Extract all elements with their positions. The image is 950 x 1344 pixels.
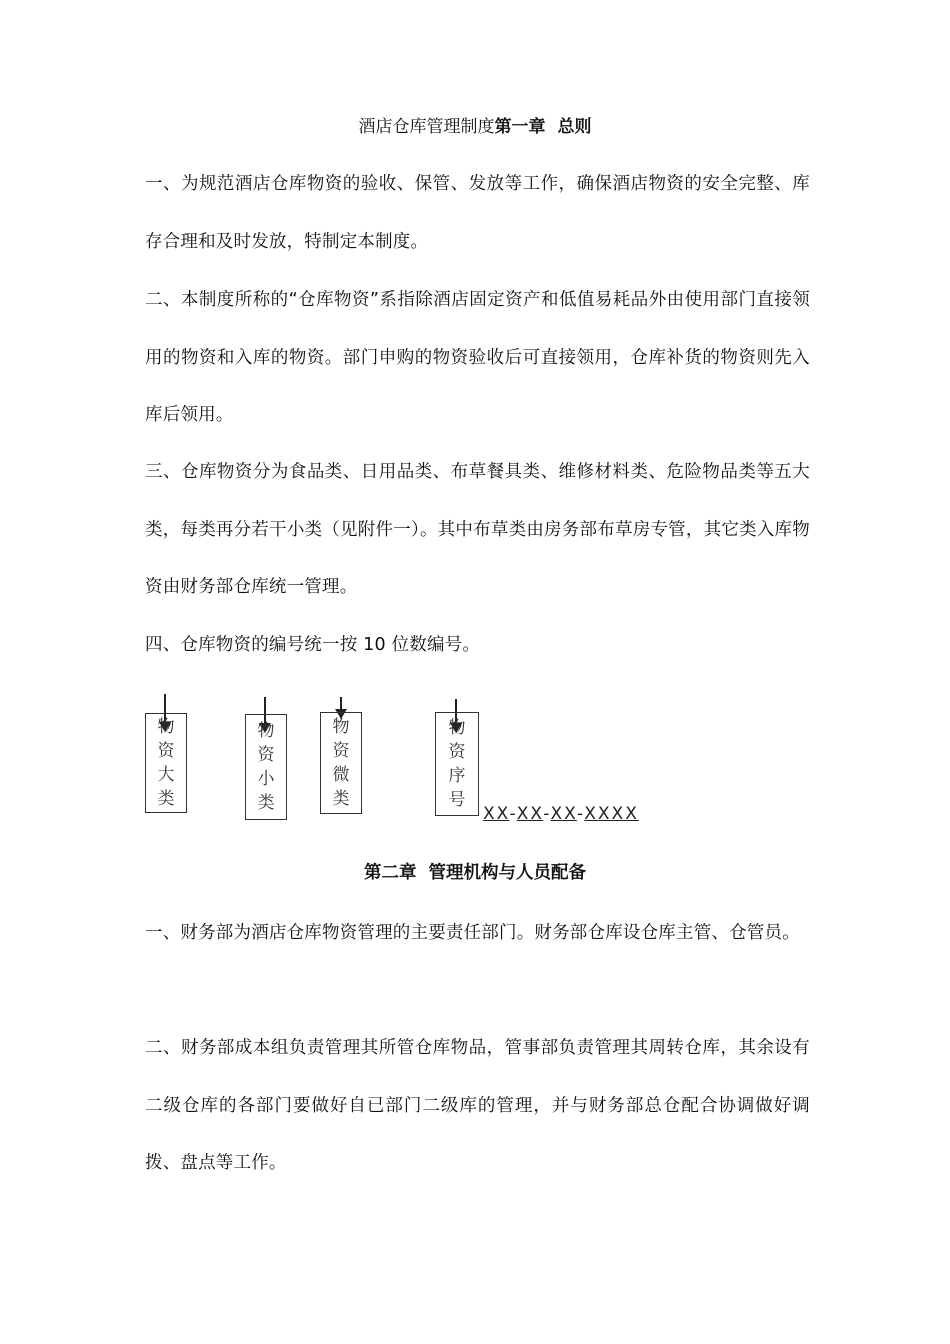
code-segment-4: XXXX: [584, 804, 639, 824]
box-char: 资: [257, 745, 275, 765]
box-char: 物: [448, 718, 466, 738]
box-char: 小: [257, 769, 275, 789]
code-separator: -: [509, 804, 517, 824]
box-char: 资: [448, 742, 466, 762]
code-format: [483, 804, 639, 824]
box-serial-number: [435, 712, 479, 816]
code-separator: -: [543, 804, 551, 824]
code-segment-1: XX: [483, 804, 510, 824]
title-prefix: 酒店仓库管理制度: [358, 117, 495, 137]
box-char: 类: [157, 789, 175, 809]
chapter1-number: 第一章: [494, 117, 546, 137]
box-major-category: [145, 713, 187, 813]
chapter2-number: 第二章: [364, 863, 417, 883]
box-char: 大: [157, 765, 175, 785]
box-micro-category: [320, 712, 362, 814]
box-char: 资: [332, 741, 350, 761]
chapter1-heading: 总则: [557, 117, 592, 137]
chapter1-paragraph-1: 一、为规范酒店仓库物资的验收、保管、发放等工作，确保酒店物资的安全完整、库存合理和及时发放，特制定本制度。: [145, 174, 810, 252]
box-char: 微: [332, 765, 350, 785]
chapter2-title: [0, 860, 950, 886]
box-char: 类: [257, 793, 275, 813]
chapter2-paragraph-1: 一、财务部为酒店仓库物资管理的主要责任部门。财务部仓库设仓库主管、仓管员。: [145, 923, 800, 943]
box-char: 物: [257, 721, 275, 741]
chapter2-paragraph-2: 二、财务部成本组负责管理其所管仓库物品，管事部负责管理其周转仓库，其余设有二级仓库的各部门要做好自已部门二级库的管理，并与财务部总仓配合协调做好调拨、盘点等工作。: [145, 1038, 810, 1173]
box-char: 物: [332, 717, 350, 737]
chapter2-heading: 管理机构与人员配备: [428, 863, 586, 883]
box-char: 类: [332, 789, 350, 809]
chapter1-paragraph-3: 三、仓库物资分为食品类、日用品类、布草餐具类、维修材料类、危险物品类等五大类，每类再分若干小类（见附件一）。其中布草类由房务部布草房专管，其它类入库物资由财务部仓库统一管理。: [145, 462, 810, 597]
box-char: 序: [448, 766, 466, 786]
box-char: 资: [157, 741, 175, 761]
box-minor-category: [245, 714, 287, 820]
code-segment-3: XX: [550, 804, 577, 824]
chapter1-paragraph-2: 二、本制度所称的“仓库物资”系指除酒店固定资产和低值易耗品外由使用部门直接领用的物资和入库的物资。部门申购的物资验收后可直接领用，仓库补货的物资则先入库后领用。: [145, 290, 810, 425]
code-segment-2: XX: [516, 804, 544, 824]
code-separator: -: [576, 804, 585, 824]
document-title: [0, 114, 950, 140]
chapter1-paragraph-4: 四、仓库物资的编号统一按 10 位数编号。: [145, 635, 481, 655]
arrow-3: [340, 697, 342, 711]
box-char: 号: [448, 790, 466, 810]
box-char: 物: [157, 717, 175, 737]
